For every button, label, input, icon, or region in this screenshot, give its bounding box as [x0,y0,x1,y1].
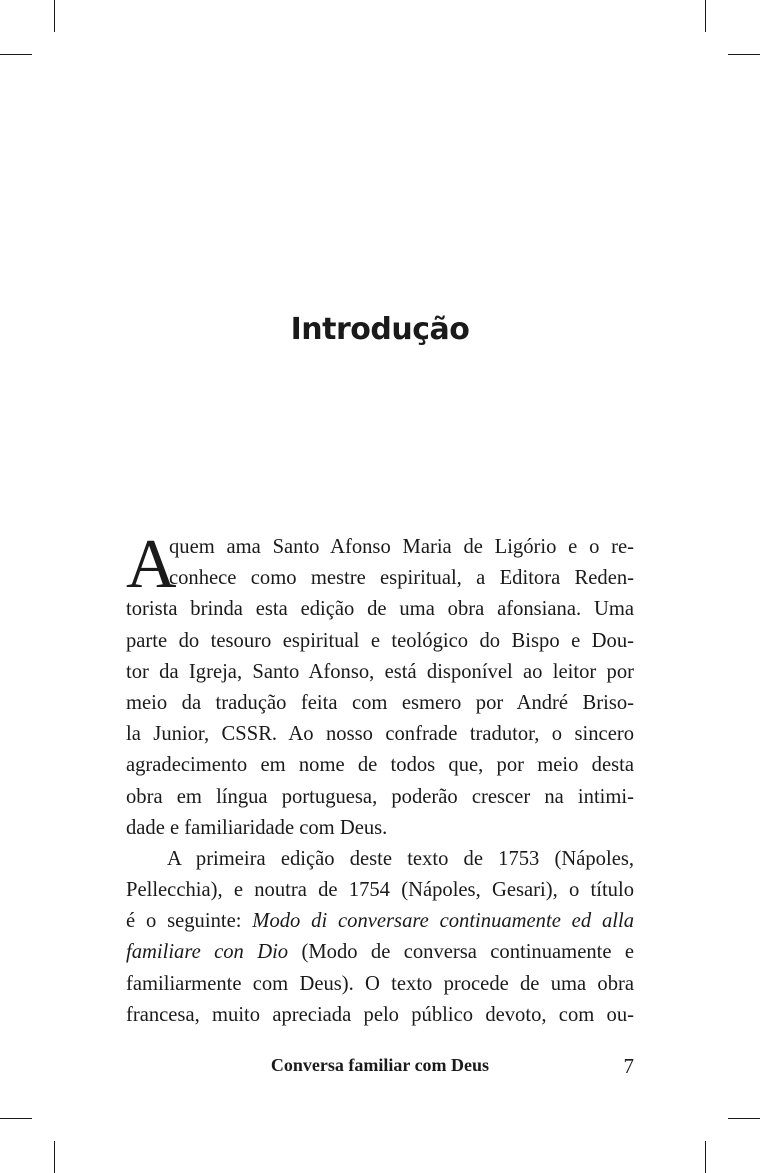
paragraph-line: dade e familiaridade com Deus. [126,816,388,839]
crop-mark-bottom-left-horizontal [0,1118,32,1119]
paragraph-line [126,937,634,968]
running-footer: Conversa familiar com Deus [270,1055,490,1075]
paragraph-line: torista brinda esta edição de uma obra afonsiana. Uma [126,598,634,621]
paragraph-line: parte do tesouro espiritual e teológico do Bispo e Dou- [126,629,634,652]
paragraph-line: francesa, muito apreciada pelo público devoto, com ou- [126,1003,634,1026]
paragraph-line: agradecimento em nome de todos que, por meio desta [126,754,634,777]
crop-mark-top-right-vertical [705,0,706,32]
crop-mark-bottom-left-vertical [54,1141,55,1173]
paragraph-line [126,906,634,937]
paragraph-line: quem ama Santo Afonso Maria de Ligório e o re- [169,536,634,558]
paragraph-line: conhece como mestre espiritual, a Editora Reden- [169,567,634,590]
italic-title: Modo di conversare continuamente ed alla [252,910,634,933]
paragraph-line: la Junior, CSSR. Ao nosso confrade tradutor, o sincero [126,723,634,746]
crop-mark-bottom-right-vertical [705,1141,706,1173]
paragraph-line: A primeira edição deste texto de 1753 (Nápoles, [167,847,634,870]
paragraph-line: meio da tradução feita com esmero por André Briso- [126,691,634,714]
paragraph-line: obra em língua portuguesa, poderão crescer na intimi- [126,785,634,808]
drop-cap: A [126,526,177,603]
crop-mark-top-left-horizontal [0,54,32,55]
text-run: é o seguinte: [126,910,253,933]
paragraph-line: familiarmente com Deus). O texto procede de uma obra [126,972,634,995]
paragraph-line: tor da Igreja, Santo Afonso, está disponível ao leitor por [126,660,634,683]
crop-mark-top-right-horizontal [728,54,760,55]
chapter-title: Introdução [290,312,470,347]
text-run: (Modo de conversa continuamente e [288,941,634,964]
crop-mark-top-left-vertical [54,0,55,32]
paragraph-line: Pellecchia), e noutra de 1754 (Nápoles, Gesari), o título [126,879,634,902]
italic-title: familiare con Dio [126,941,289,964]
body-text [126,526,634,1031]
crop-mark-bottom-right-horizontal [728,1118,760,1119]
page-number: 7 [623,1054,634,1078]
